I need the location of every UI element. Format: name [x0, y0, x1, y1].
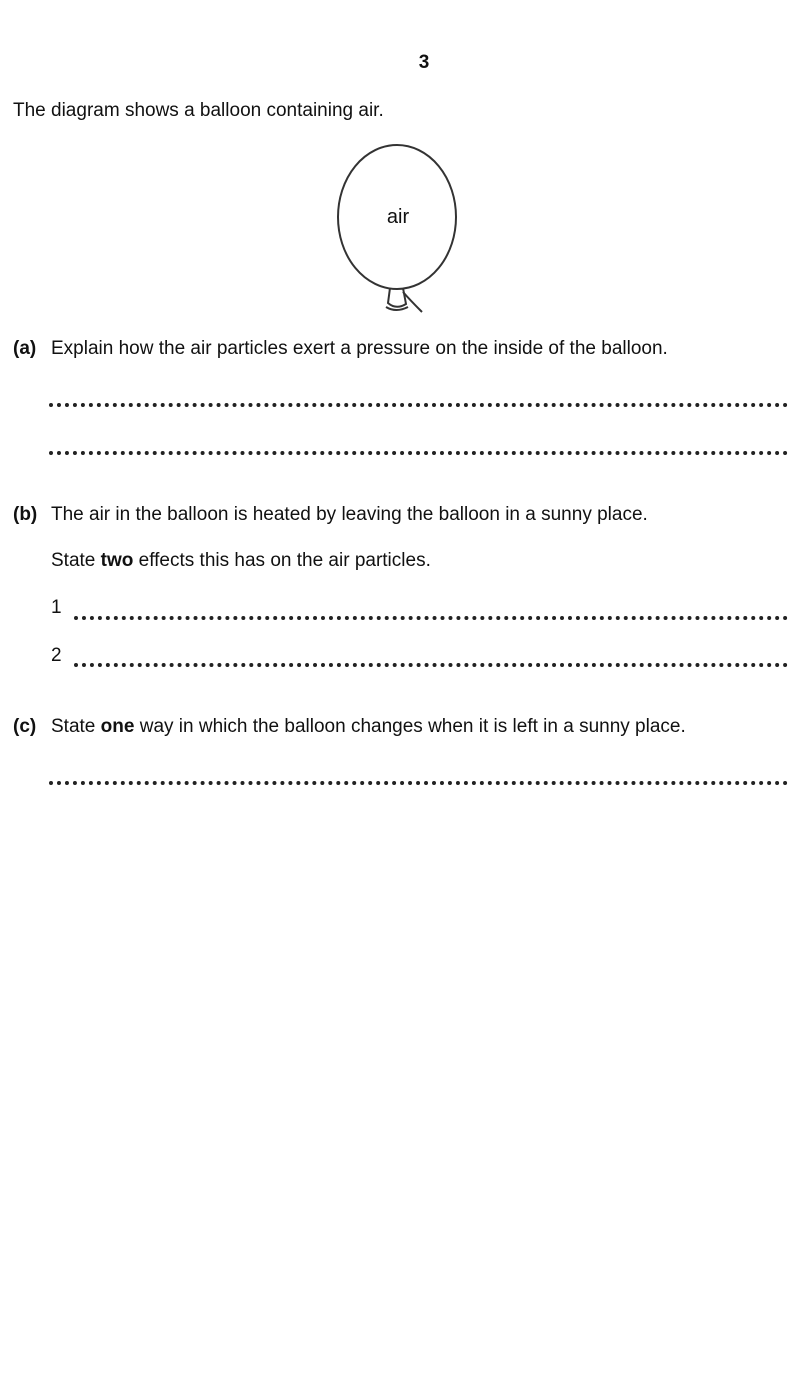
question-text: way in which the balloon changes when it is left in a sunny place. [134, 716, 686, 737]
question-text: State [51, 716, 101, 737]
instruction-emphasis: two [100, 550, 134, 571]
intro-text: The diagram shows a balloon containing air. [13, 100, 384, 121]
instruction-text: effects this has on the air particles. [133, 550, 431, 571]
answer-line-a2[interactable] [49, 451, 788, 455]
question-emphasis: one [100, 716, 135, 737]
part-a-label: (a) [13, 338, 37, 359]
answer-line-a1[interactable] [49, 403, 788, 407]
part-b-question: The air in the balloon is heated by leaving the balloon in a sunny place. [51, 504, 648, 525]
answer-label-1: 1 [51, 597, 62, 618]
answer-line-c1[interactable] [49, 781, 788, 785]
answer-line-b2[interactable] [74, 663, 788, 667]
balloon-icon [330, 140, 470, 320]
part-a-question: Explain how the air particles exert a pressure on the inside of the balloon. [51, 338, 668, 359]
answer-line-b1[interactable] [74, 616, 788, 620]
part-b-label: (b) [13, 504, 38, 525]
answer-label-2: 2 [51, 645, 62, 666]
balloon-diagram [330, 140, 470, 320]
part-c-label: (c) [13, 716, 37, 737]
instruction-text: State [51, 550, 101, 571]
part-c-question [51, 716, 686, 738]
balloon-label: air [386, 206, 410, 228]
part-b-instruction [51, 550, 431, 572]
question-number: 3 [418, 52, 430, 73]
